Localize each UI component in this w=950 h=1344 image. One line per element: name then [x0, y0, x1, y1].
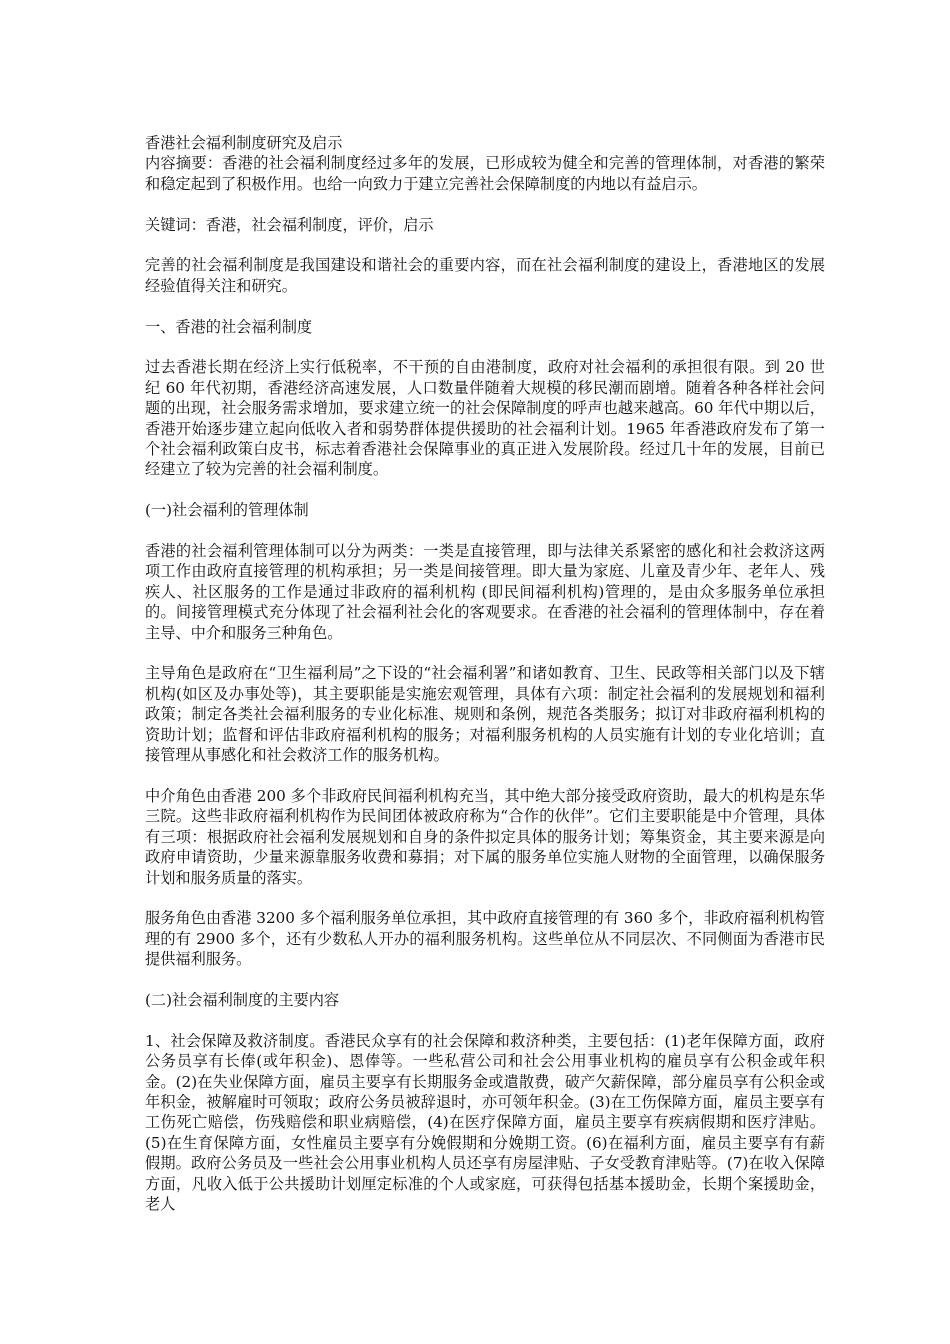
document-page — [145, 133, 825, 1214]
document-title: 香港社会福利制度研究及启示 — [145, 134, 343, 152]
paragraph-gap — [145, 643, 825, 663]
keywords-line: 关键词：香港，社会福利制度，评价，启示 — [145, 215, 434, 234]
paragraph-gap — [145, 296, 825, 316]
paragraph-gap — [145, 480, 825, 500]
body-paragraph: 中介角色由香港 200 多个非政府民间福利机构充当，其中绝大部分接受政府资助，最大的机构是东华三院。这些非政府福利机构作为民间团体被政府称为“合作的伙伴”。它们主要职能是中介管理，具体有三项：根据政府社会福利发展规划和自身的条件拟定具体的服务计划；筹集资金，其主要来源是向政府申请资助，少量来源靠服务收费和募捐；对下属的服务单位实施人财物的全面管理，以确保服务计划和服务质量的落实。 — [145, 786, 825, 887]
intro-paragraph: 完善的社会福利制度是我国建设和谐社会的重要内容，而在社会福利制度的建设上，香港地区的发展经验值得关注和研究。 — [145, 256, 825, 295]
paragraph-gap — [145, 1010, 825, 1030]
paragraph-gap — [145, 765, 825, 785]
paragraph-gap — [145, 888, 825, 908]
body-paragraph: 1、社会保障及救济制度。香港民众享有的社会保障和救济种类，主要包括：(1)老年保障方面，政府公务员享有长俸(或年积金)、恩俸等。一些私营公司和社会公用事业机构的雇员享有公积金或年积金。(2)在失业保障方面，雇员主要享有长期服务金或遣散费，破产欠薪保障，部分雇员享有公积金或年积金，被解雇时可领取；政府公务员被辞退时，亦可领年积金。(3)在工伤保障方面，雇员主要享有工伤死亡赔偿，伤残赔偿和职业病赔偿，(4)在医疗保障方面，雇员主要享有疾病假期和医疗津贴。(5)在生育保障方面，女性雇员主要享有分娩假期和分娩期工资。(6)在福利方面，雇员主要享有有薪假期。政府公务员及一些社会公用事业机构人员还享有房屋津贴、子女受教育津贴等。(7)在收入保障方面，凡收入低于公共援助计划厘定标准的个人或家庭，可获得包括基本援助金，长期个案援助金，老人 — [145, 1031, 825, 1213]
body-paragraph: 主导角色是政府在“卫生福利局”之下设的“社会福利署”和诸如教育、卫生、民政等相关部门以及下辖机构(如区及办事处等)，其主要职能是实施宏观管理，具体有六项：制定社会福利的发展规划和福利政策；制定各类社会福利服务的专业化标准、规则和条例，规范各类服务；拟订对非政府福利机构的资助计划；监督和评估非政府福利机构的服务；对福利服务机构的人员实施有计划的专业化培训；直接管理从事感化和社会救济工作的服务机构。 — [145, 664, 825, 765]
body-paragraph: 香港的社会福利管理体制可以分为两类：一类是直接管理，即与法律关系紧密的感化和社会救济这两项工作由政府直接管理的机构承担；另一类是间接管理。即大量为家庭、儿童及青少年、老年人、残疾人、社区服务的工作是通过非政府的福利机构 (即民间福利机构)管理的，是由众多服务单位承担的。间接管理模式充分体现了社会福利社会化的客观要求。在香港的社会福利的管理体制中，存在着主导、中介和服务三种角色。 — [145, 542, 825, 642]
subsection-heading: (二)社会福利制度的主要内容 — [145, 990, 340, 1009]
paragraph-gap — [145, 194, 825, 214]
paragraph-gap — [145, 235, 825, 255]
subsection-heading: (一)社会福利的管理体制 — [145, 501, 309, 520]
abstract-paragraph: 内容摘要：香港的社会福利制度经过多年的发展，已形成较为健全和完善的管理体制，对香港的繁荣和稳定起到了积极作用。也给一向致力于建立完善社会保障制度的内地以有益启示。 — [145, 154, 825, 193]
section-heading: 一、香港的社会福利制度 — [145, 317, 313, 336]
paragraph-gap — [145, 970, 825, 990]
paragraph-gap — [145, 521, 825, 541]
body-paragraph: 过去香港长期在经济上实行低税率，不干预的自由港制度，政府对社会福利的承担很有限。到 20 世纪 60 年代初期，香港经济高速发展，人口数量伴随着大规模的移民潮而剧增。随着各种各样社会问题的出现，社会服务需求增加，要求建立统一的社会保障制度的呼声也越来越高。60 年代中期以后，香港开始逐步建立起向低收入者和弱势群体提供援助的社会福利计划。1965 年香港政府发布了第一个社会福利政策白皮书，标志着香港社会保障事业的真正进入发展阶段。经过几十年的发展，目前已经建立了较为完善的社会福利制度。 — [145, 358, 825, 479]
paragraph-gap — [145, 337, 825, 357]
body-paragraph: 服务角色由香港 3200 多个福利服务单位承担，其中政府直接管理的有 360 多个，非政府福利机构管理的有 2900 多个，还有少数私人开办的福利服务机构。这些单位从不同层次、不同侧面为香港市民提供福利服务。 — [145, 909, 825, 969]
